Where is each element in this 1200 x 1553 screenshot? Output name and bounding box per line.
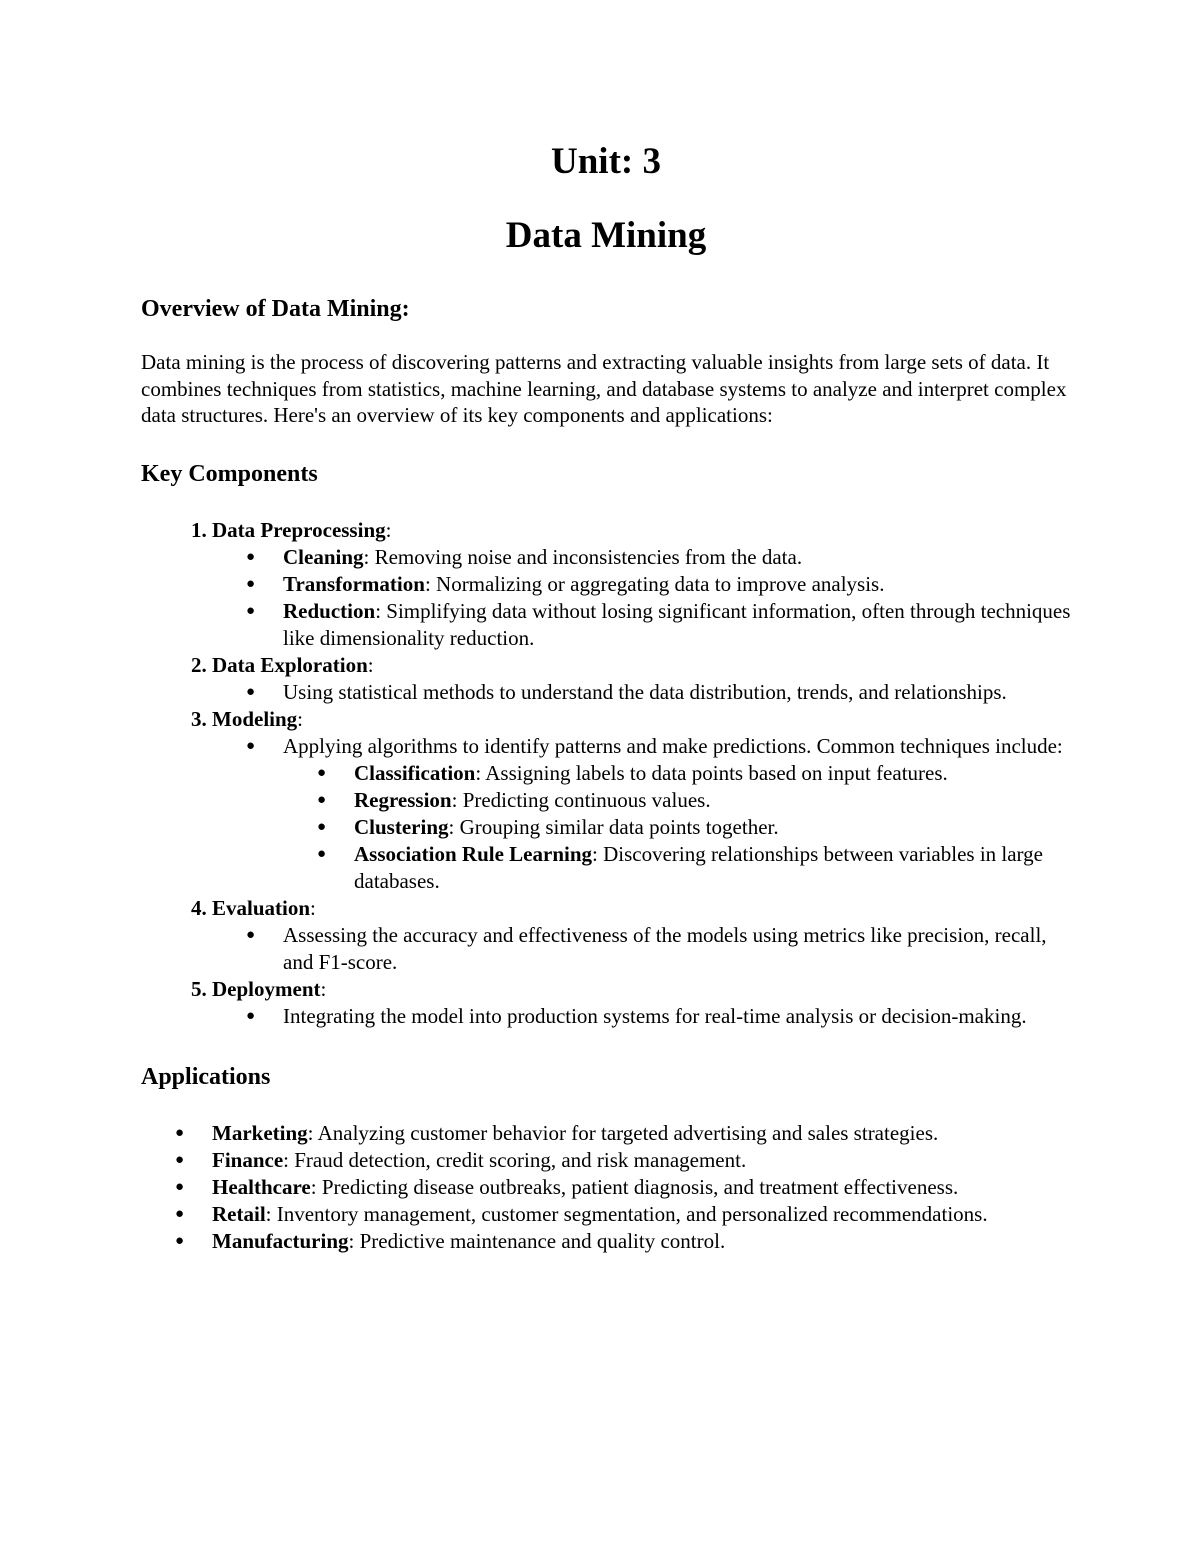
sub-term: Transformation — [283, 571, 425, 596]
technique-item — [317, 787, 1071, 814]
technique-term: Clustering — [354, 814, 449, 839]
component-term: Data Preprocessing — [212, 517, 386, 542]
sub-text: Integrating the model into production systems for real-time analysis or decision-making. — [283, 1003, 1027, 1028]
bullet-icon: ● — [246, 602, 256, 619]
component-term: Data Exploration — [212, 652, 368, 677]
sublist-item — [246, 1003, 1071, 1030]
application-term: Manufacturing — [212, 1228, 349, 1253]
sublist-item — [246, 598, 1071, 652]
application-item — [175, 1228, 1071, 1255]
component-item — [212, 706, 1071, 895]
bullet-icon: ● — [246, 683, 256, 700]
application-term: Retail — [212, 1201, 266, 1226]
applications-list — [141, 1120, 1071, 1255]
application-text: : Inventory management, customer segmentation, and personalized recommendations. — [265, 1201, 988, 1226]
component-suffix: : — [310, 895, 316, 920]
component-item — [212, 517, 1071, 652]
bullet-icon: ● — [175, 1124, 185, 1141]
sublist-item — [246, 679, 1071, 706]
document-title: Data Mining — [505, 215, 707, 256]
component-item — [212, 976, 1071, 1030]
component-suffix: : — [320, 976, 327, 1001]
sub-text: : Simplifying data without losing significant information, often through techniques like dimensionality reduction. — [283, 598, 1071, 650]
sublist-item — [246, 571, 1071, 598]
sub-term: Reduction — [283, 598, 376, 623]
sub-text: : Removing noise and inconsistencies from the data. — [363, 544, 803, 569]
bullet-icon: ● — [246, 737, 256, 754]
application-term: Healthcare — [212, 1174, 311, 1199]
bullet-icon: ● — [175, 1205, 185, 1222]
bullet-icon: ● — [317, 791, 327, 808]
component-term: Deployment — [212, 976, 321, 1001]
sub-text: Applying algorithms to identify patterns and make predictions. Common techniques include: — [283, 733, 1063, 758]
sub-text: : Normalizing or aggregating data to improve analysis. — [424, 571, 885, 596]
bullet-icon: ● — [317, 764, 327, 781]
component-item — [212, 895, 1071, 976]
application-item — [175, 1201, 1071, 1228]
component-sublist — [212, 922, 1071, 976]
application-text: : Predictive maintenance and quality control. — [348, 1228, 726, 1253]
sub-text: Using statistical methods to understand the data distribution, trends, and relationships. — [283, 679, 1007, 704]
technique-item — [317, 760, 1071, 787]
technique-term: Classification — [354, 760, 476, 785]
technique-text: : Discovering relationships between variables in large databases. — [354, 841, 1043, 893]
bullet-icon: ● — [246, 575, 256, 592]
application-text: : Analyzing customer behavior for targeted advertising and sales strategies. — [307, 1120, 939, 1145]
technique-term: Regression — [354, 787, 452, 812]
component-suffix: : — [367, 652, 374, 677]
bullet-icon: ● — [317, 818, 327, 835]
key-components-heading: Key Components — [141, 460, 318, 487]
application-term: Marketing — [212, 1120, 308, 1145]
sublist-item — [246, 544, 1071, 571]
unit-title: Unit: 3 — [551, 141, 661, 182]
application-text: : Fraud detection, credit scoring, and risk management. — [283, 1147, 747, 1172]
component-suffix: : — [385, 517, 392, 542]
bullet-icon: ● — [175, 1232, 185, 1249]
component-sublist — [212, 733, 1071, 895]
technique-term: Association Rule Learning — [354, 841, 593, 866]
component-term: Evaluation — [212, 895, 311, 920]
component-sublist — [212, 679, 1071, 706]
application-item — [175, 1120, 1071, 1147]
document-content — [141, 136, 1071, 1255]
bullet-icon: ● — [317, 845, 327, 862]
application-term: Finance — [212, 1147, 284, 1172]
component-term: Modeling — [212, 706, 298, 731]
bullet-icon: ● — [246, 926, 256, 943]
key-components-list — [141, 517, 1071, 1030]
bullet-icon: ● — [175, 1178, 185, 1195]
applications-heading: Applications — [141, 1063, 271, 1090]
sublist-item — [246, 922, 1071, 976]
component-sublist — [212, 1003, 1071, 1030]
techniques-list — [283, 760, 1071, 895]
component-item — [212, 652, 1071, 706]
technique-item — [317, 814, 1071, 841]
bullet-icon: ● — [246, 548, 256, 565]
technique-text: : Grouping similar data points together. — [448, 814, 779, 839]
technique-text: : Predicting continuous values. — [451, 787, 711, 812]
sub-term: Cleaning — [283, 544, 364, 569]
application-text: : Predicting disease outbreaks, patient diagnosis, and treatment effectiveness. — [310, 1174, 959, 1199]
component-suffix: : — [297, 706, 304, 731]
technique-item — [317, 841, 1071, 895]
sub-text: Assessing the accuracy and effectiveness of the models using metrics like precision, recall, and F1-score. — [283, 922, 1047, 974]
technique-text: : Assigning labels to data points based on input features. — [475, 760, 948, 785]
application-item — [175, 1174, 1071, 1201]
sublist-item — [246, 733, 1071, 895]
application-item — [175, 1147, 1071, 1174]
bullet-icon: ● — [175, 1151, 185, 1168]
bullet-icon: ● — [246, 1007, 256, 1024]
overview-heading: Overview of Data Mining: — [141, 296, 410, 322]
component-sublist — [212, 544, 1071, 652]
overview-paragraph: Data mining is the process of discovering patterns and extracting valuable insights from large sets of data. It combines techniques from statistics, machine learning, and database systems to analyze and interpret complex data structures. Here's an overview of its key components and applications: — [141, 350, 1067, 427]
